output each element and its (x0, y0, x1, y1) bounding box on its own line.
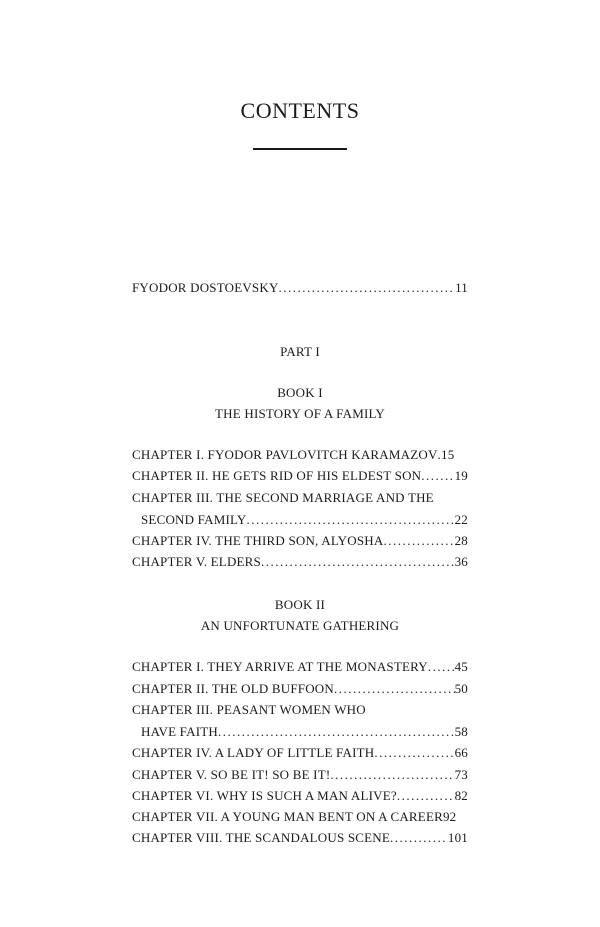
toc-entry[interactable] (132, 766, 468, 784)
toc-entry[interactable]: CHAPTER VII. A YOUNG MAN BENT ON A CAREER92 (132, 809, 457, 824)
toc-entry-label: CHAPTER I. FYODOR PAVLOVITCH KARAMAZOV (132, 447, 438, 462)
toc-entry-page: 66 (454, 745, 468, 760)
title-rule (253, 148, 347, 150)
toc-entry[interactable] (132, 744, 468, 762)
toc-entry-intro[interactable] (132, 279, 468, 297)
leader-dots (383, 532, 454, 550)
toc-entry-page: 50 (454, 681, 468, 696)
book-subtitle: THE HISTORY OF A FAMILY (215, 406, 385, 421)
toc-entry-page: 22 (454, 512, 468, 527)
toc-entry-label: CHAPTER II. THE OLD BUFFOON (132, 681, 334, 696)
book-subtitle: AN UNFORTUNATE GATHERING (200, 618, 400, 633)
toc-entry[interactable] (132, 467, 468, 485)
leader-dots (421, 467, 454, 485)
toc-entry-page: .15 (437, 447, 455, 462)
toc-entry[interactable] (132, 680, 468, 698)
leader-dots (218, 723, 455, 741)
toc-entry-page: 11 (455, 280, 468, 295)
toc-entry[interactable]: CHAPTER III. PEASANT WOMEN WHO (132, 702, 366, 717)
toc-entry-continuation[interactable] (141, 723, 468, 741)
toc-entry-label: FYODOR DOSTOEVSKY (132, 280, 279, 295)
toc-entry[interactable] (132, 658, 468, 676)
toc-entry-label: CHAPTER V. ELDERS (132, 554, 261, 569)
toc-entry[interactable] (132, 787, 468, 805)
leader-dots (279, 279, 456, 297)
toc-entry-page: 45 (454, 659, 468, 674)
toc-entry-label: CHAPTER VIII. THE SCANDALOUS SCENE (132, 830, 391, 845)
toc-entry-page: 19 (454, 468, 468, 483)
page-title: CONTENTS (240, 98, 360, 123)
toc-entry-label: CHAPTER I. THEY ARRIVE AT THE MONASTERY (132, 659, 428, 674)
leader-dots (390, 829, 448, 847)
toc-entry-page: 28 (454, 533, 468, 548)
toc-entry-label: CHAPTER IV. THE THIRD SON, ALYOSHA (132, 533, 384, 548)
toc-entry-page: 101 (447, 830, 468, 845)
leader-dots (374, 744, 454, 762)
leader-dots (246, 511, 454, 529)
toc-entry-page: 58 (454, 724, 468, 739)
toc-entry-continuation[interactable] (141, 511, 468, 529)
toc-entry[interactable] (132, 446, 468, 464)
leader-dots (334, 680, 455, 698)
toc-entry-page: 36 (454, 554, 468, 569)
toc-entry[interactable]: CHAPTER III. THE SECOND MARRIAGE AND THE (132, 490, 434, 505)
leader-dots (330, 766, 454, 784)
leader-dots (261, 553, 455, 571)
leader-dots (428, 658, 455, 676)
toc-entry-page: 73 (454, 767, 468, 782)
book-heading: BOOK II (274, 597, 326, 612)
toc-entry-label: CHAPTER IV. A LADY OF LITTLE FAITH (132, 745, 375, 760)
toc-entry[interactable] (132, 532, 468, 550)
part-heading: PART I (280, 344, 320, 359)
leader-dots (397, 787, 455, 805)
toc-entry-label: CHAPTER II. HE GETS RID OF HIS ELDEST SON (132, 468, 422, 483)
toc-entry-label: CHAPTER VI. WHY IS SUCH A MAN ALIVE? (132, 788, 397, 803)
toc-entry-label: CHAPTER V. SO BE IT! SO BE IT! (132, 767, 331, 782)
toc-entry-label: HAVE FAITH (141, 724, 218, 739)
toc-entry[interactable] (132, 553, 468, 571)
toc-entry[interactable] (132, 829, 468, 847)
toc-entry-label: SECOND FAMILY (141, 512, 247, 527)
book-heading: BOOK I (277, 385, 323, 400)
toc-entry-page: 82 (454, 788, 468, 803)
